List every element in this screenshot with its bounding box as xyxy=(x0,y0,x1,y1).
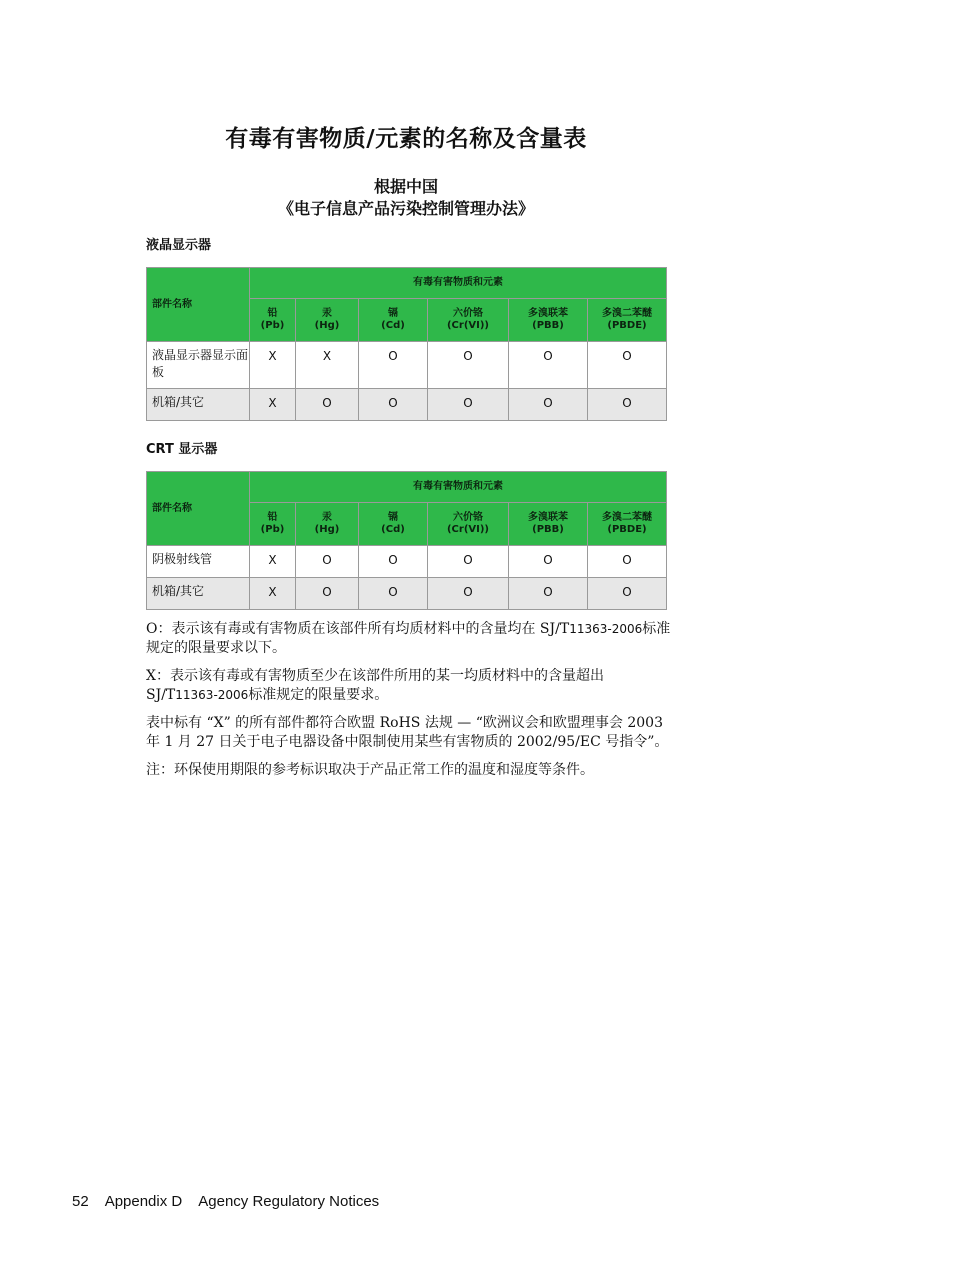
page-footer xyxy=(72,1193,395,1210)
column-header-pbde: 多溴二苯醚 (PBDE) xyxy=(588,503,667,546)
column-header-hg: 汞 (Hg) xyxy=(296,503,359,546)
value-cell: X xyxy=(250,546,296,578)
column-header-cr6: 六价铬 (Cr(VI)) xyxy=(428,503,509,546)
note-rohs: 表中标有 “X” 的所有部件都符合欧盟 RoHS 法规 — “欧洲议会和欧盟理事会 2003 年 1 月 27 日关于电子电器设备中限制使用某些有害物质的 2002/95/EC 号指令”。 xyxy=(146,715,669,750)
value-cell: O xyxy=(428,578,509,610)
value-cell: O xyxy=(588,389,667,421)
crt-hazard-table xyxy=(146,471,667,610)
note-epup: 注：环保使用期限的参考标识取决于产品正常工作的温度和湿度等条件。 xyxy=(146,762,594,778)
table-row xyxy=(147,578,667,610)
subtitle-line-2: 《电子信息产品污染控制管理办法》 xyxy=(277,199,534,218)
part-name-header: 部件名称 xyxy=(147,472,250,546)
footer-chapter: Agency Regulatory Notices xyxy=(198,1193,380,1210)
column-header-pbb: 多溴联苯 (PBB) xyxy=(509,503,588,546)
value-cell: X xyxy=(250,389,296,421)
value-cell: O xyxy=(509,389,588,421)
footer-section: Appendix D xyxy=(104,1193,183,1210)
page-number: 52 xyxy=(72,1193,89,1210)
note-o-symbol: O：表示该有毒或有害物质在该部件所有均质材料中的含量均在 SJ/T11363-2006标准规定的限量要求以下。 xyxy=(146,621,671,656)
value-cell: O xyxy=(359,546,428,578)
part-name: 液晶显示器显示面板 xyxy=(147,342,250,389)
value-cell: O xyxy=(588,578,667,610)
value-cell: O xyxy=(588,342,667,389)
table-row xyxy=(147,342,667,389)
column-header-pbde: 多溴二苯醚 (PBDE) xyxy=(588,299,667,342)
column-header-pb: 铅 (Pb) xyxy=(250,503,296,546)
value-cell: O xyxy=(428,546,509,578)
column-header-hg: 汞 (Hg) xyxy=(296,299,359,342)
value-cell: O xyxy=(296,389,359,421)
substances-group-header: 有毒有害物质和元素 xyxy=(250,472,667,503)
column-header-cr6: 六价铬 (Cr(VI)) xyxy=(428,299,509,342)
page-title: 有毒有害物质/元素的名称及含量表 xyxy=(225,126,587,152)
value-cell: O xyxy=(359,578,428,610)
substances-group-header: 有毒有害物质和元素 xyxy=(250,268,667,299)
value-cell: X xyxy=(250,578,296,610)
part-name: 机箱/其它 xyxy=(147,578,250,610)
value-cell: O xyxy=(296,546,359,578)
value-cell: O xyxy=(428,342,509,389)
value-cell: X xyxy=(250,342,296,389)
part-name: 机箱/其它 xyxy=(147,389,250,421)
value-cell: O xyxy=(359,342,428,389)
lcd-hazard-table xyxy=(146,267,667,421)
value-cell: O xyxy=(296,578,359,610)
value-cell: O xyxy=(588,546,667,578)
subtitle-line-1: 根据中国 xyxy=(373,177,438,196)
part-name: 阴极射线管 xyxy=(147,546,250,578)
value-cell: O xyxy=(509,546,588,578)
lcd-section-label: 液晶显示器 xyxy=(146,238,212,253)
value-cell: O xyxy=(359,389,428,421)
note-x-symbol: X：表示该有毒或有害物质至少在该部件所用的某一均质材料中的含量超出 SJ/T11363-2006标准规定的限量要求。 xyxy=(146,668,604,703)
column-header-cd: 镉 (Cd) xyxy=(359,299,428,342)
part-name-header: 部件名称 xyxy=(147,268,250,342)
crt-section-label: CRT 显示器 xyxy=(146,442,218,457)
value-cell: O xyxy=(509,578,588,610)
notes-block xyxy=(146,620,676,789)
column-header-pbb: 多溴联苯 (PBB) xyxy=(509,299,588,342)
column-header-pb: 铅 (Pb) xyxy=(250,299,296,342)
table-row xyxy=(147,546,667,578)
value-cell: O xyxy=(428,389,509,421)
column-header-cd: 镉 (Cd) xyxy=(359,503,428,546)
value-cell: O xyxy=(509,342,588,389)
value-cell: X xyxy=(296,342,359,389)
table-row xyxy=(147,389,667,421)
